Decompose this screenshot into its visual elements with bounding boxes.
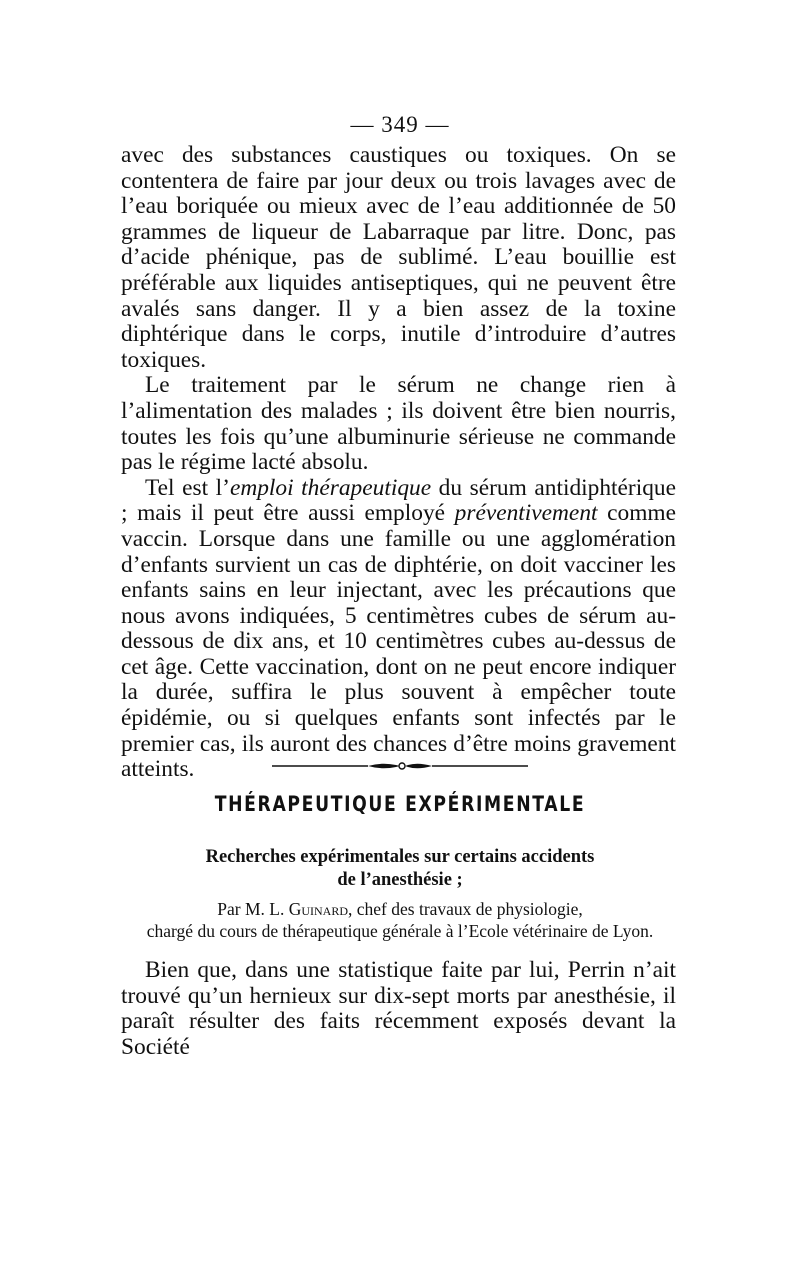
paragraph-4: Bien que, dans une statistique faite par lui, Perrin n’ait trouvé qu’un hernieux sur dix-sept morts par anesthésie, il paraît résulter des faits récemment exposés devant la Société [121, 957, 676, 1060]
byline [0, 898, 800, 942]
byline-author: Guinard [288, 899, 349, 919]
body-text-bottom [121, 958, 676, 1060]
ornament-divider [272, 758, 528, 774]
byline-prefix: Par M. L. [217, 899, 289, 919]
section-title: THÉRAPEUTIQUE EXPÉRIMENTALE [214, 792, 586, 816]
article-title-line-1: Recherches expérimentales sur certains accidents [205, 847, 595, 867]
byline-line-1-rest: , chef des travaux de physiologie, [348, 899, 583, 919]
paragraph-2 [121, 373, 676, 475]
paragraph-3-text-b: du sérum antidiphtérique ; mais il peut être aussi employé [121, 474, 676, 527]
body-text-top [121, 143, 676, 783]
paragraph-3-text-a: Tel est l’ [145, 474, 230, 501]
paragraph-3-italic-preventivement: préventivement [454, 500, 598, 527]
paragraph-2-text: Le traitement par le sérum ne change rien à l’alimentation des malades ; ils doivent être bien nourris, toutes les fois qu’une albuminurie sérieuse ne commande pas le régime lacté absolu. [121, 372, 676, 476]
byline-line-2: chargé du cours de thérapeutique générale à l’Ecole vétérinaire de Lyon. [146, 921, 654, 941]
byline-line-1 [0, 898, 800, 920]
paragraph-3-text-c: comme vaccin. Lorsque dans une famille ou une agglomération d’enfants survient un cas de diphtérie, on doit vacciner les enfants sains en leur injectant, avec les précautions que nous avons indiquées, 5 centimètres cubes de sérum au-dessous de dix ans, et 10 centimètres cubes au-dessus de cet âge. Cette vaccination, dont on ne peut encore indiquer la durée, suffira le plus souvent à empêcher toute épidémie, ou si quelques enfants sont infectés par le premier cas, ils auront des chances d’être moins gravement atteints. [121, 500, 676, 783]
paragraph-3 [121, 476, 676, 783]
page-number: — 349 — [350, 112, 450, 137]
paragraph-3-italic-emploi: emploi thérapeutique [229, 474, 432, 501]
article-title [0, 846, 800, 892]
paragraph-1 [121, 143, 676, 373]
paragraph-1-text: avec des substances caustiques ou toxiques. On se contentera de faire par jour deux ou trois lavages avec de l’eau boriquée ou mieux avec de l’eau additionnée de 50 grammes de liqueur de Labarraque par litre. Donc, pas d’acide phénique, pas de sublimé. L’eau bouillie est préférable aux liquides antiseptiques, qui ne peuvent être avalés sans danger. Il y a bien assez de la toxine diphtérique dans le corps, inutile d’introduire d’autres toxiques. [121, 142, 676, 373]
article-title-line-2: de l’anesthésie ; [337, 870, 463, 890]
